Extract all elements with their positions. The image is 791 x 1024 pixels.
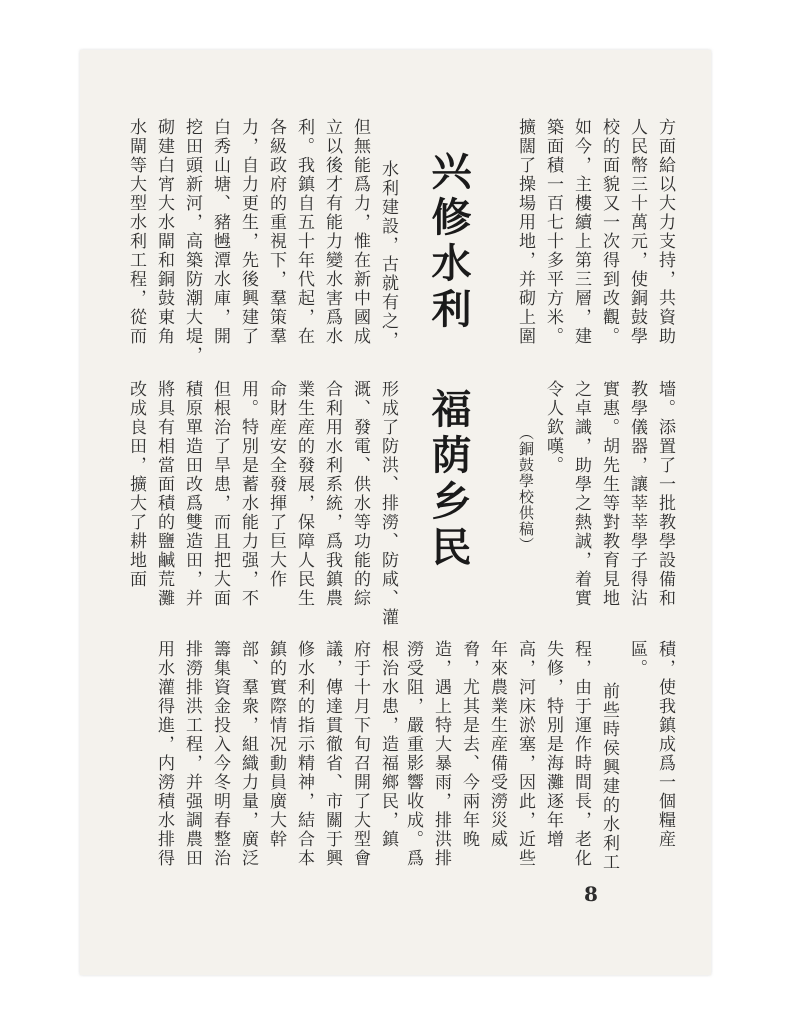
section2-line: 將具有相當面積的鹽鹹荒灘 [154,380,174,608]
section2-line: 鎮的實際情况動員廣大幹 [266,640,286,849]
section2-line: 水利建設，古就有之， [378,160,398,350]
page-sheet [80,50,711,975]
section2-line: 用。特別是蓄水能力强，不 [238,380,258,608]
section2-line: 命財産安全發揮了巨大作 [266,380,286,589]
section2-line: 修水利的指示精神，結合本 [294,640,314,868]
section2-line: 力，自力更生，先後興建了 [238,118,258,346]
section2-line: 根治水患，造福鄉民，鎮 [378,640,398,849]
section2-line: 業生産的發展，保障人民生 [294,380,314,608]
section2-line: 用水灌得進，内澇積水排得 [154,640,174,868]
article-title-line2: 福荫乡民 [425,388,472,572]
section2-line: 排澇排洪工程，并强調農田 [182,640,202,868]
section2-line: 積，使我鎮成爲一個糧産 [655,640,675,849]
section2-line: 前些時侯興建的水利工 [599,682,619,872]
section2-line: 失修，特別是海灘逐年增 [543,640,563,849]
section2-line: 立以後才有能力變水害爲水 [322,118,342,346]
section2-line: 合利用水利系統，爲我鎮農 [322,380,342,608]
section1-line: 人民幣三十萬元，使銅鼓學 [627,118,647,346]
section2-line: 程，由于運作時間長，老化 [571,640,591,868]
section2-line: 澇受阻，嚴重影響收成。爲 [403,640,423,868]
section1-line: 築面積一百七十多平方米。 [543,118,563,346]
section2-line: 府于十月下旬召開了大型會 [350,640,370,868]
section2-line: 砌建白宵大水閘和銅鼓東角 [154,118,174,346]
section2-line: 積原單造田改爲雙造田，并 [182,380,202,608]
section1-line: 實惠。胡先生等對教育見地 [599,380,619,608]
section2-line: 溉、發電、供水等功能的綜 [350,380,370,608]
section2-line: 高，河床淤塞，因此，近些 [515,640,535,868]
section2-line: 挖田頭新河，高築防潮大堤， [182,118,202,365]
section1-line: 方面給以大力支持，共資助 [655,118,675,346]
section2-line: 脅，尤其是去、今兩年晚 [459,640,479,849]
section2-line: 利。我鎮自五十年代起，在 [294,118,314,346]
section1-line: 如今，主樓續上第三層，建 [571,118,591,346]
section1-line: 之卓識，助學之熱誠，着實 [571,380,591,608]
section1-line: 令人欽嘆。 [543,380,563,475]
section2-line: 籌集資金投入今冬明春整治 [210,640,230,868]
section1-credit: （銅鼓學校供稿） [517,425,535,553]
section2-line: 水閘等大型水利工程，從而 [126,118,146,346]
section2-line: 但無能爲力，惟在新中國成 [350,118,370,346]
section2-line: 部、羣衆，組織力量，廣泛 [238,640,258,868]
section1-line: 墻。添置了一批教學設備和 [655,380,675,608]
section2-line: 造，遇上特大暴雨，排洪排 [431,640,451,868]
section1-line: 校的面貌又一次得到改觀。 [599,118,619,346]
section2-line: 議，傳達貫徹省、市關于興 [322,640,342,868]
section2-line: 年來農業生産備受澇災威 [487,640,507,849]
section2-line: 各級政府的重視下，羣策羣 [266,118,286,346]
page-number: 8 [584,882,598,906]
article-title-line1: 兴修水利 [425,150,472,334]
section1-line: 擴闊了操場用地，并砌上圍 [515,118,535,346]
section2-line: 但根治了旱患，而且把大面 [210,380,230,608]
section2-line: 白秀山塘、豬乸潭水庫，開 [210,118,230,346]
section1-line: 教學儀器，讓莘莘學子得沾 [627,380,647,608]
section2-line: 形成了防洪、排澇、防咸、灌 [378,380,398,627]
section2-line: 區。 [627,640,647,678]
section2-line: 改成良田，擴大了耕地面 [126,380,146,589]
